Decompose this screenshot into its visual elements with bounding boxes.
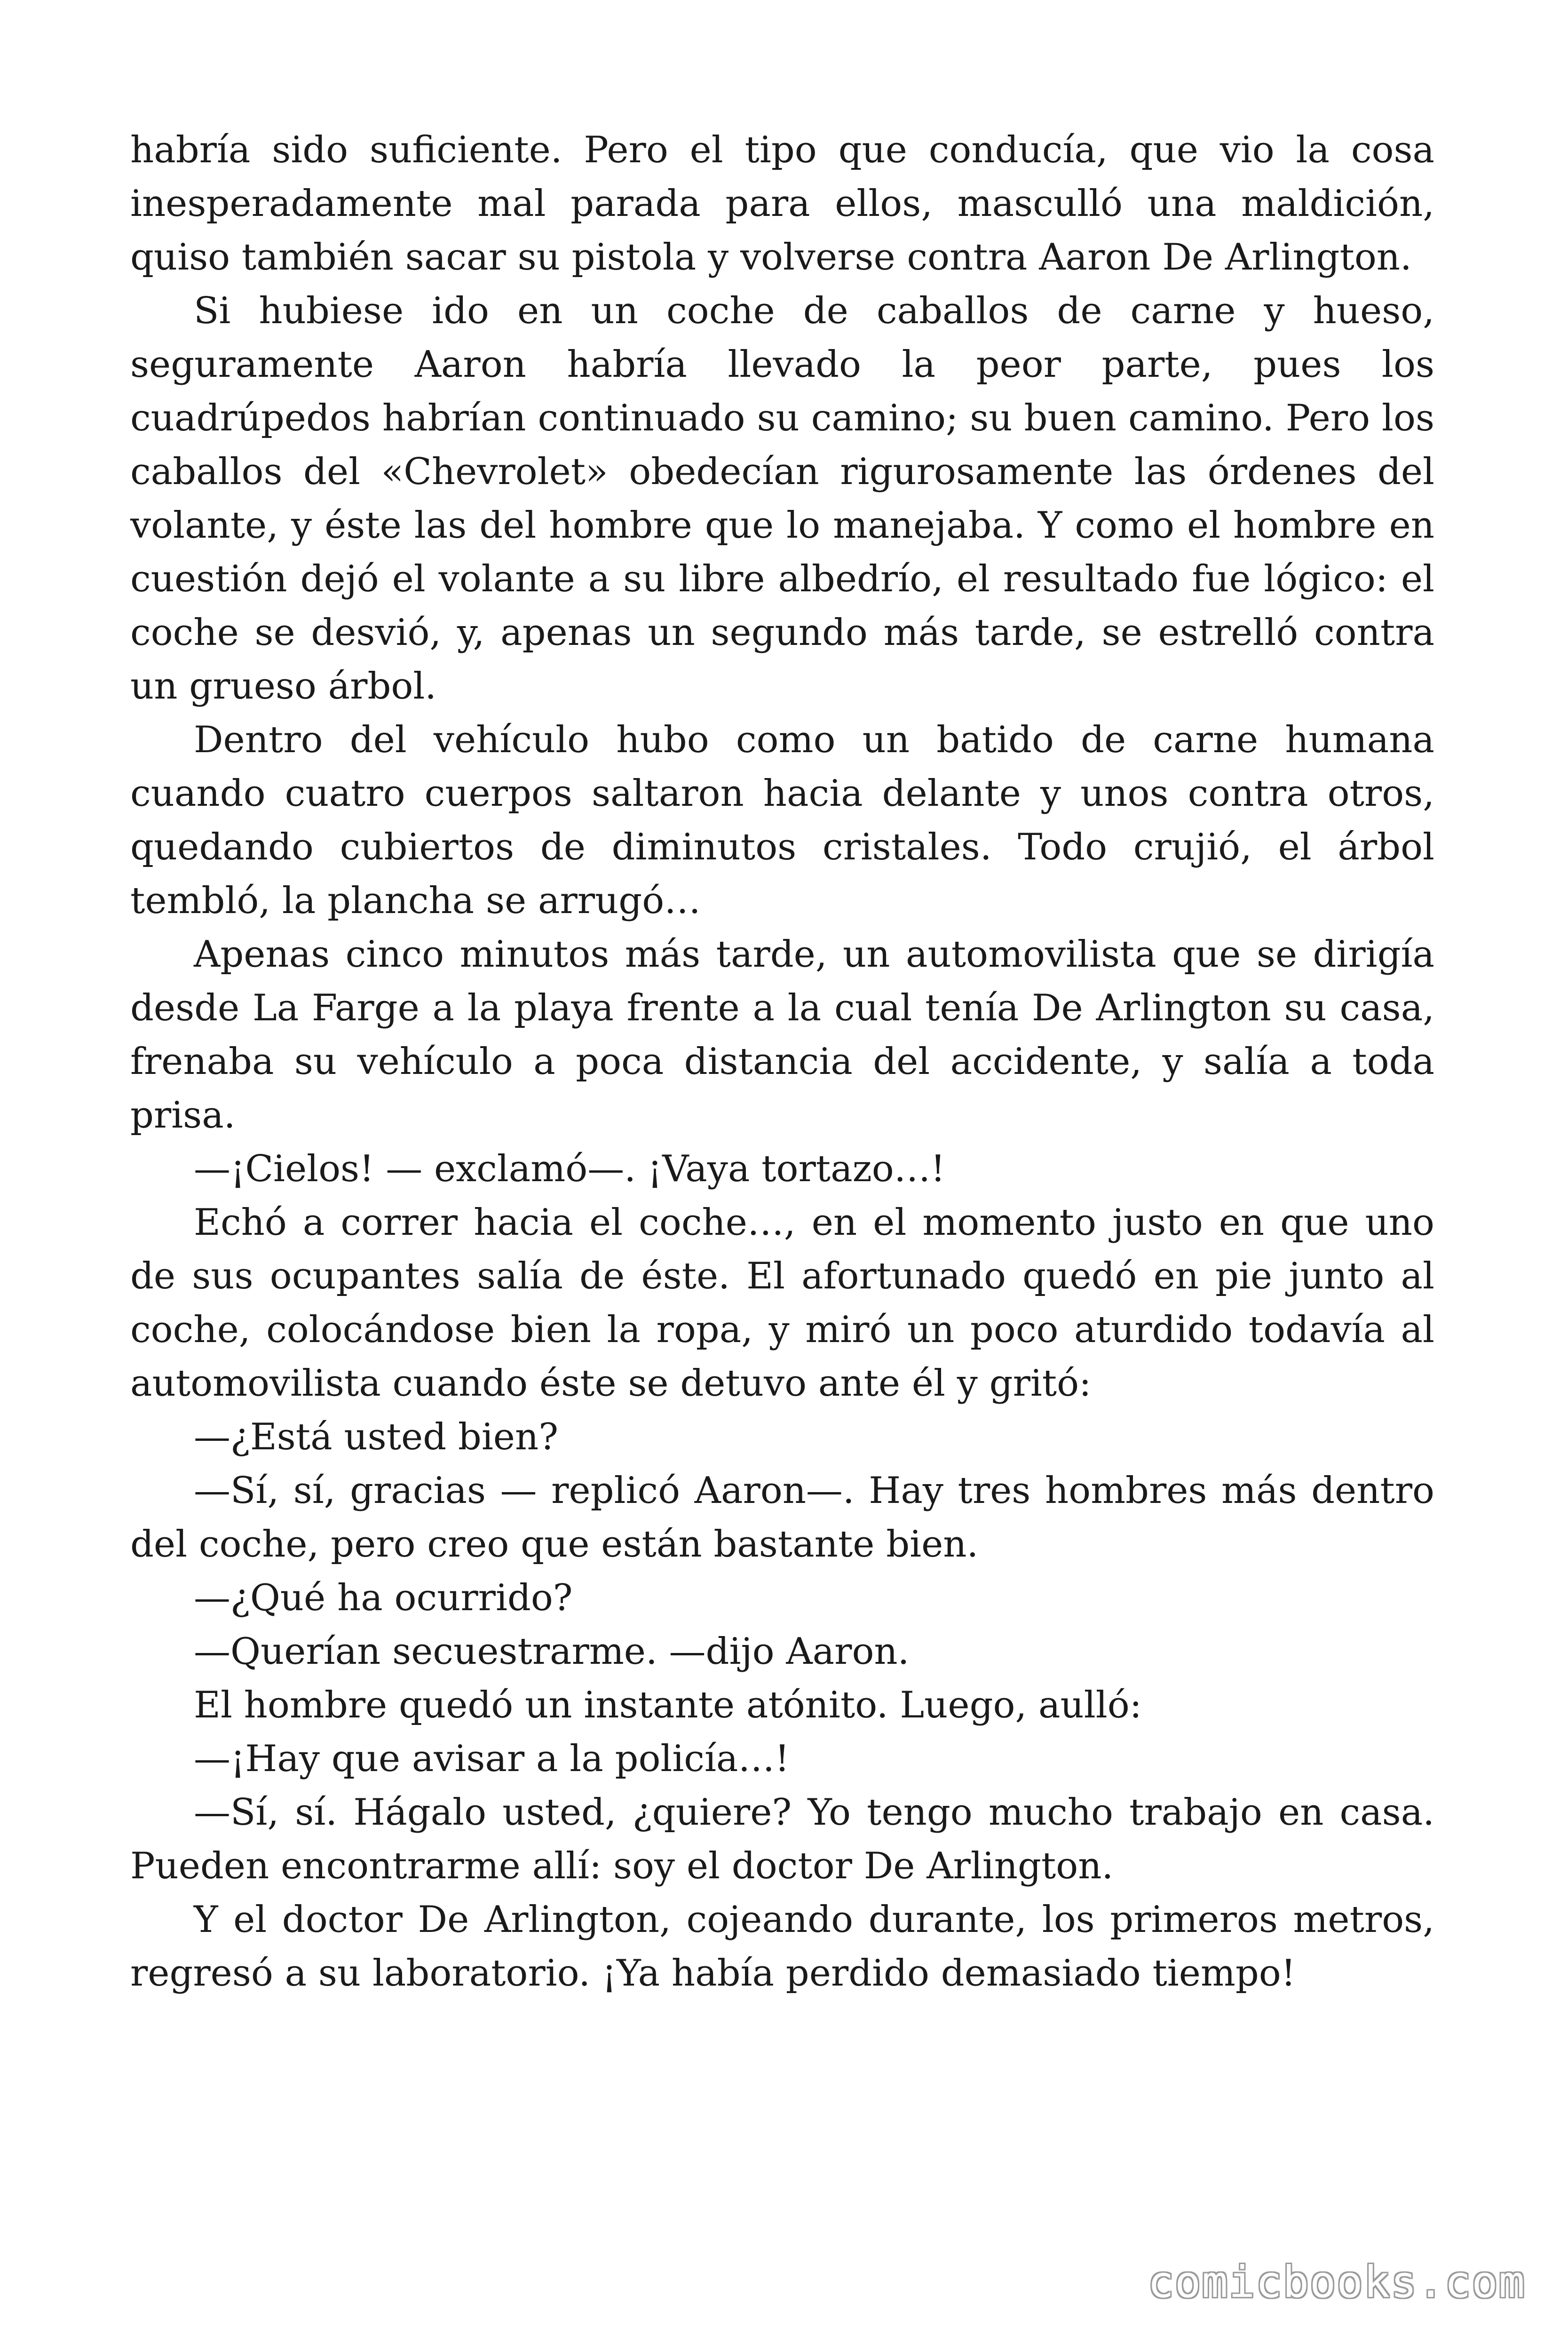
paragraph: habría sido suficiente. Pero el tipo que conducía, que vio la cosa inesperadamente mal parada para ellos, masculló una maldición, quiso también sacar su pistola y volverse contra Aaron De Arlington. xyxy=(130,129,1434,278)
paragraph: —Sí, sí, gracias — replicó Aaron—. Hay tres hombres más dentro del coche, pero creo que están bastante bien. xyxy=(130,1470,1434,1565)
paragraph: Echó a correr hacia el coche…, en el momento justo en que uno de sus ocupantes salía de éste. El afortunado quedó en pie junto al coche, colocándose bien la ropa, y miró un poco aturdido todavía al automovilista cuando éste se detuvo ante él y gritó: xyxy=(130,1201,1434,1405)
paragraph: —¡Hay que avisar a la policía…! xyxy=(194,1738,790,1780)
paragraph: —Querían secuestrarme. —dijo Aaron. xyxy=(194,1630,910,1673)
paragraph: Apenas cinco minutos más tarde, un automovilista que se dirigía desde La Farge a la playa frente a la cual tenía De Arlington su casa, frenaba su vehículo a poca distancia del accidente, y salía a toda prisa. xyxy=(130,933,1434,1136)
body-text xyxy=(130,123,1434,2000)
paragraph: Dentro del vehículo hubo como un batido de carne humana cuando cuatro cuerpos saltaron hacia delante y unos contra otros, quedando cubiertos de diminutos cristales. Todo crujió, el árbol tembló, la plancha se arrugó… xyxy=(130,719,1434,922)
paragraph: —¿Qué ha ocurrido? xyxy=(194,1577,573,1619)
paragraph: El hombre quedó un instante atónito. Luego, aulló: xyxy=(194,1684,1142,1726)
paragraph: —Sí, sí. Hágalo usted, ¿quiere? Yo tengo mucho trabajo en casa. Pueden encontrarme allí: soy el doctor De Arlington. xyxy=(130,1791,1434,1887)
paragraph: Si hubiese ido en un coche de caballos de carne y hueso, seguramente Aaron habría llevado la peor parte, pues los cuadrúpedos habrían continuado su camino; su buen camino. Pero los caballos del «Chevrolet» obedecían rigurosamente las órdenes del volante, y éste las del hombre que lo manejaba. Y como el hombre en cuestión dejó el volante a su libre albedrío, el resultado fue lógico: el coche se desvió, y, apenas un segundo más tarde, se estrelló contra un grueso árbol. xyxy=(130,290,1434,707)
paragraph: Y el doctor De Arlington, cojeando durante, los primeros metros, regresó a su laboratorio. ¡Ya había perdido demasiado tiempo! xyxy=(130,1899,1434,1994)
watermark: comicbooks.com xyxy=(1148,2257,1526,2307)
paragraph: —¿Está usted bien? xyxy=(194,1416,559,1458)
paragraph: —¡Cielos! — exclamó—. ¡Vaya tortazo…! xyxy=(194,1148,946,1190)
